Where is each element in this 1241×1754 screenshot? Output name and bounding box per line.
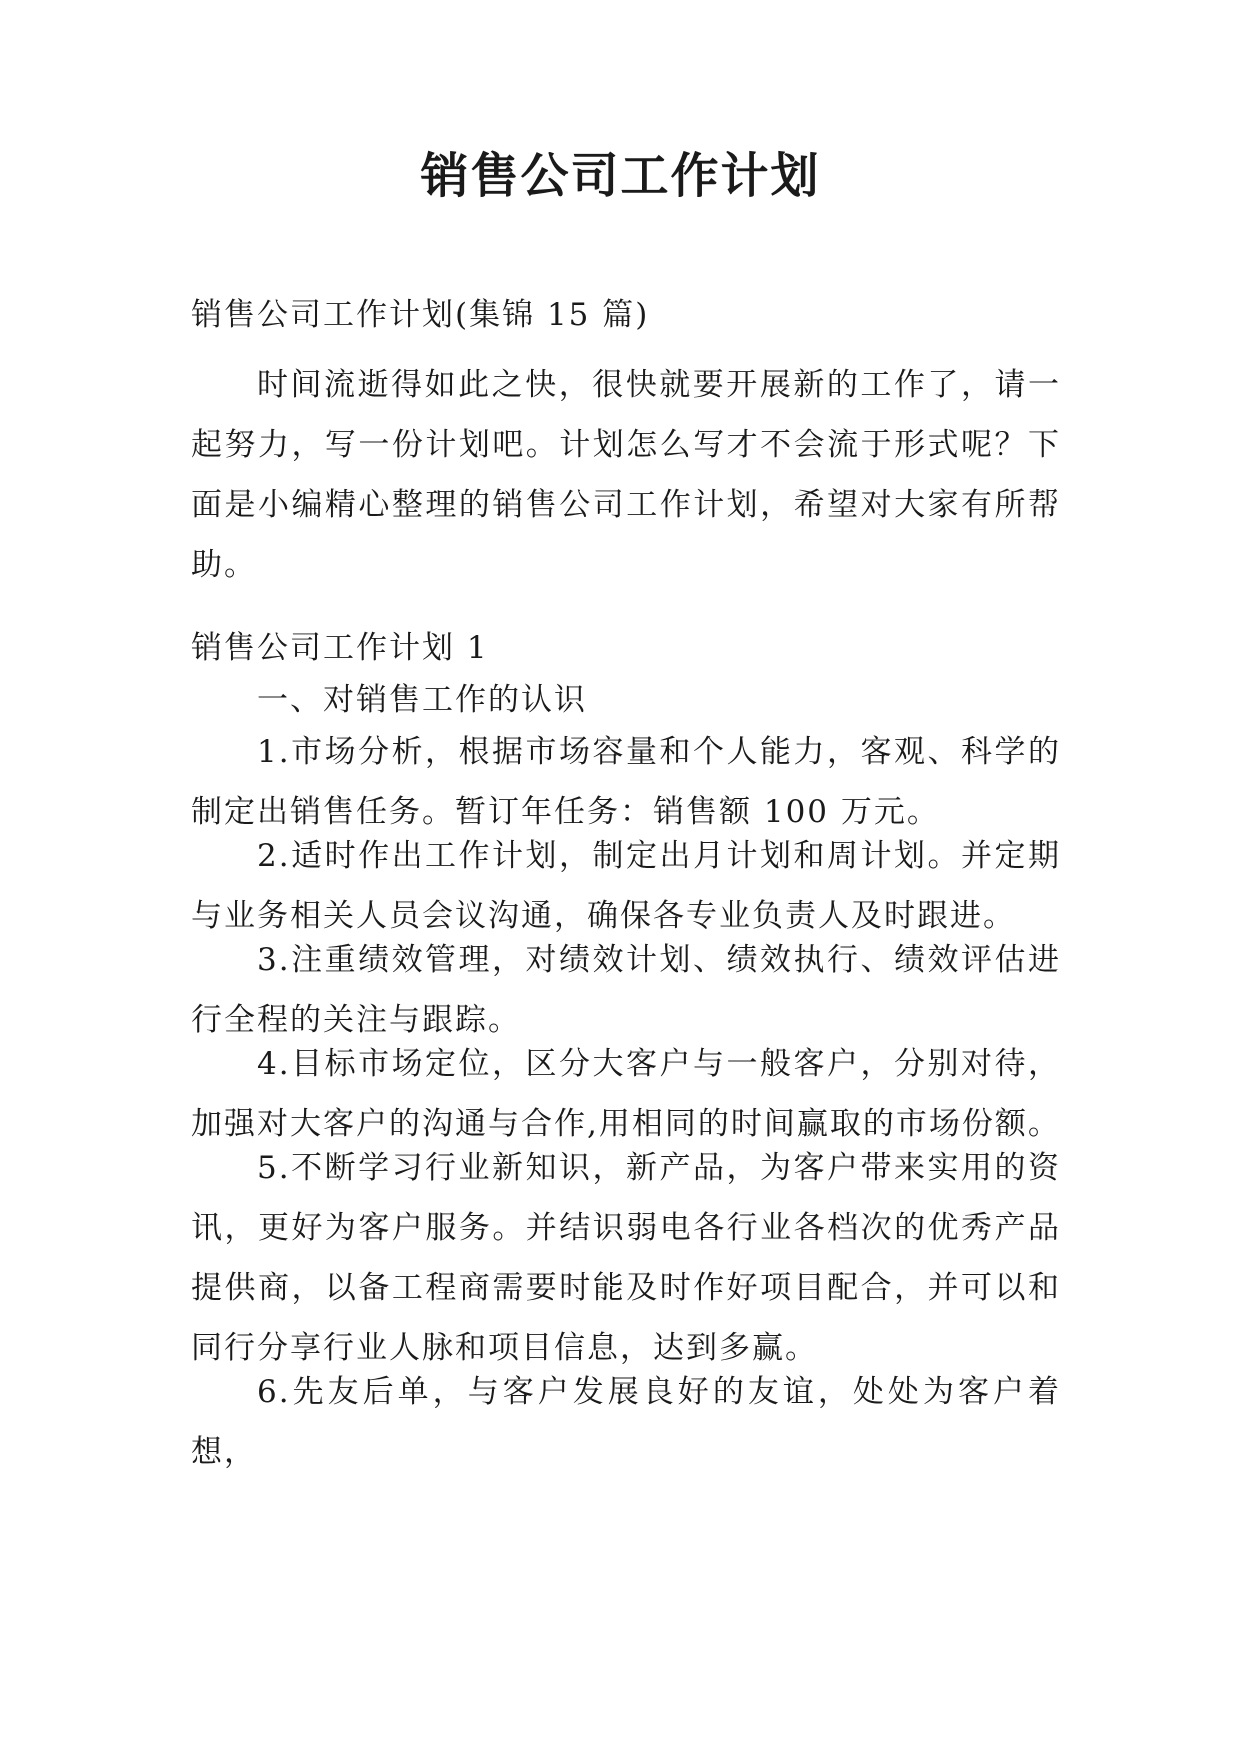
- list-item: 6.先友后单，与客户发展良好的友谊，处处为客户着想，: [191, 1374, 1061, 1470]
- document-subtitle: 销售公司工作计划(集锦 15 篇): [191, 297, 650, 333]
- list-item: 3.注重绩效管理，对绩效计划、绩效执行、绩效评估进行全程的关注与跟踪。: [191, 942, 1061, 1038]
- list-item: 4.目标市场定位，区分大客户与一般客户，分别对待，加强对大客户的沟通与合作,用相同的时间赢取的市场份额。: [191, 1046, 1061, 1142]
- list-item: 5.不断学习行业新知识，新产品，为客户带来实用的资讯，更好为客户服务。并结识弱电各行业各档次的优秀产品提供商，以备工程商需要时能及时作好项目配合，并可以和同行分享行业人脉和项目信息，达到多赢。: [191, 1150, 1061, 1366]
- document-title: 销售公司工作计划: [420, 148, 821, 204]
- intro-paragraph: 时间流逝得如此之快，很快就要开展新的工作了，请一起努力，写一份计划吧。计划怎么写才不会流于形式呢？下面是小编精心整理的销售公司工作计划，希望对大家有所帮助。: [191, 367, 1061, 583]
- list-item: 2.适时作出工作计划，制定出月计划和周计划。并定期与业务相关人员会议沟通，确保各专业负责人及时跟进。: [191, 838, 1061, 934]
- list-item: 1.市场分析，根据市场容量和个人能力，客观、科学的制定出销售任务。暂订年任务：销售额 100 万元。: [191, 734, 1061, 830]
- section-heading: 一、对销售工作的认识: [257, 682, 587, 718]
- plan-heading: 销售公司工作计划 1: [191, 630, 489, 666]
